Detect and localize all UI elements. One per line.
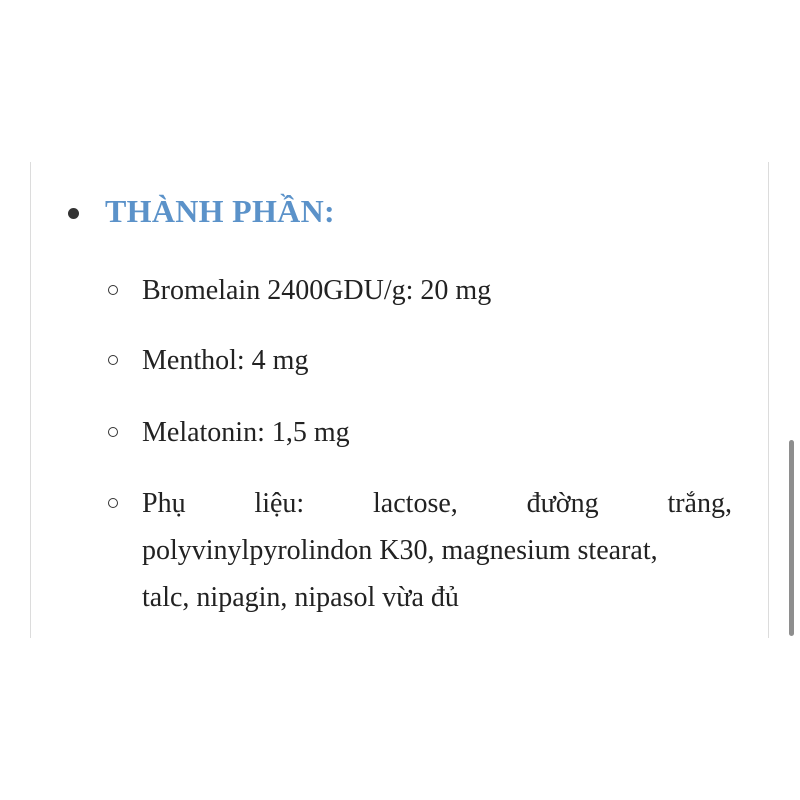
bullet-circle-icon: [108, 355, 118, 365]
section-heading: THÀNH PHẦN:: [105, 193, 335, 229]
list-item-text: Melatonin: 1,5 mg: [142, 417, 350, 448]
list-item-text: Bromelain 2400GDU/g: 20 mg: [142, 275, 492, 306]
word: trắng,: [667, 488, 732, 519]
list-item: [108, 409, 350, 456]
word: liệu:: [254, 488, 305, 519]
list-item-line-2: polyvinylpyrolindon K30, magnesium stearat,: [142, 535, 658, 566]
word: Phụ: [142, 488, 186, 519]
word: lactose,: [373, 488, 458, 519]
list-item-text: Menthol: 4 mg: [142, 345, 309, 376]
list-item-text: [142, 480, 732, 621]
bullet-circle-icon: [108, 498, 118, 508]
list-item: [108, 337, 308, 384]
bullet-circle-icon: [108, 285, 118, 295]
list-item-line-1: [142, 480, 732, 527]
list-item-line-3: talc, nipagin, nipasol vừa đủ: [142, 582, 459, 613]
bullet-circle-icon: [108, 427, 118, 437]
list-item: [108, 267, 491, 314]
bullet-disc-icon: [68, 208, 79, 219]
word: đường: [526, 488, 599, 519]
section-heading-row: [68, 193, 335, 230]
list-item: [108, 480, 732, 621]
